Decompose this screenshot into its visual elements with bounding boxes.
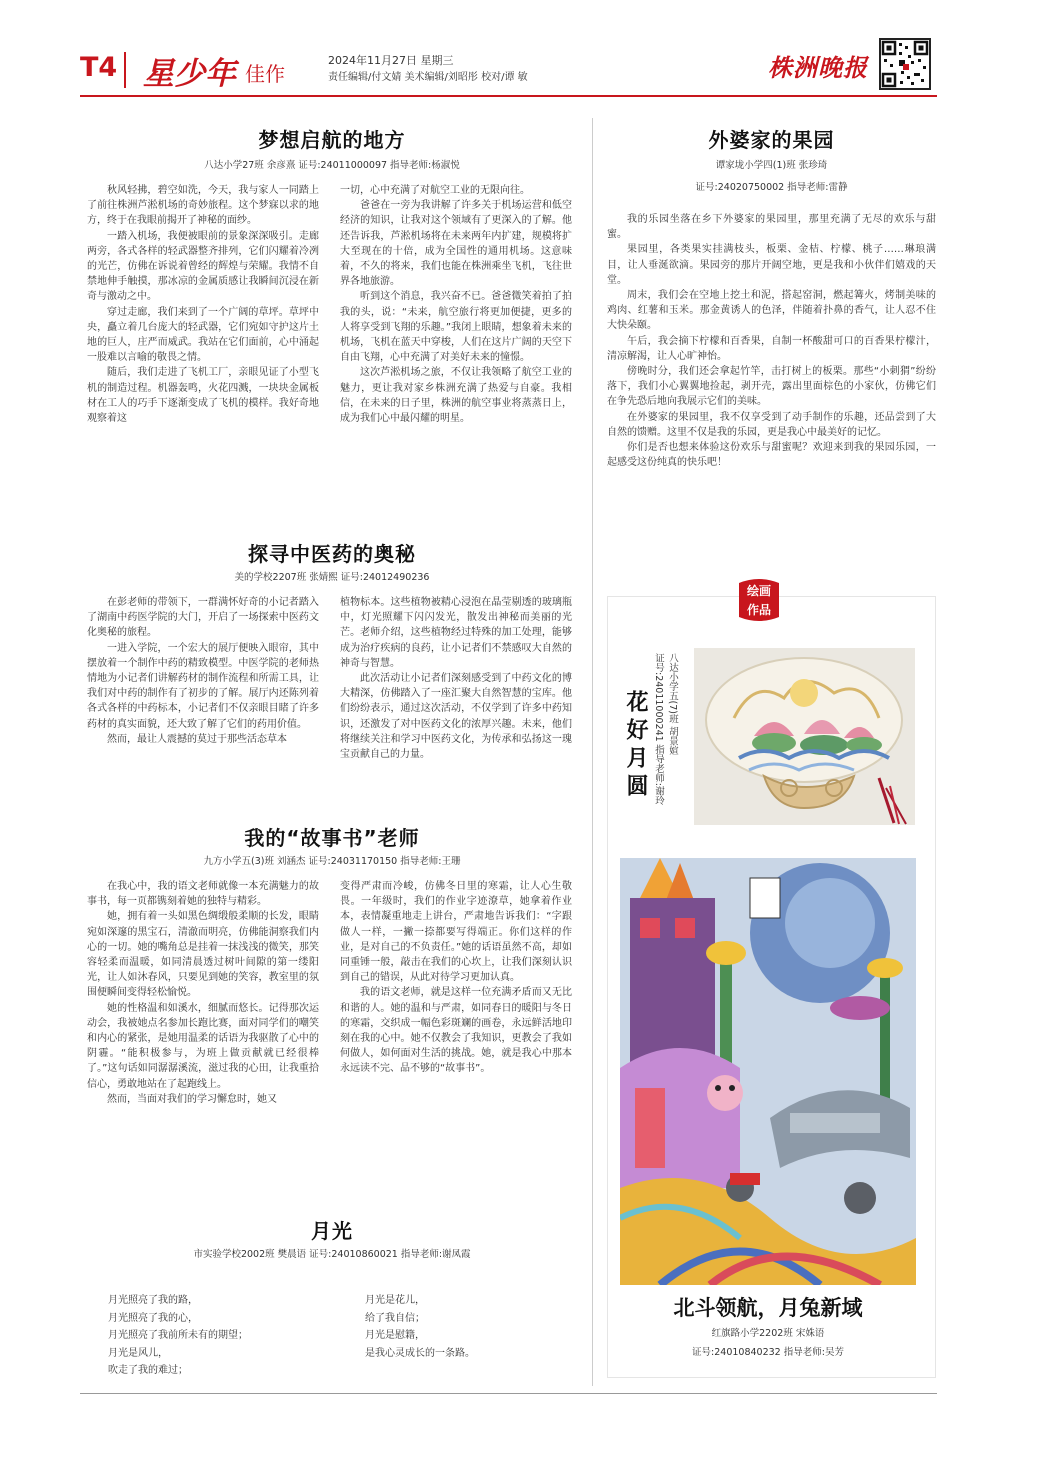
article-title-dream: 梦想启航的地方 [258, 128, 406, 152]
badge-bottom-text: 作品 [746, 603, 771, 617]
paragraph: 听到这个消息，我兴奋不已。爸爸微笑着拍了拍我的头，说：“未来，航空旅行将更加便捷，更多的人将享受到飞翔的乐趣。”我闭上眼睛，想象着未来的机场，飞机在蓝天中穿梭，人们在这片广阔的天空下自由飞翔，心中充满了对美好未来的憧憬。 [340, 291, 572, 364]
article-byline-orchard: 谭家垅小学四(1)班 张珍琦 [715, 160, 828, 171]
column-divider [592, 118, 593, 1386]
qr-code-icon [879, 38, 931, 90]
column-subtitle: 佳作 [245, 62, 285, 86]
paragraph: 秋风轻拂，碧空如洗，今天，我与家人一同踏上了前往株洲芦淞机场的奇妙旅程。这个梦寐以求的地方，终于在我眼前揭开了神秘的面纱。 [87, 185, 319, 227]
artwork-title-beidou: 北斗领航，月兔新域 [673, 1296, 863, 1320]
artwork-credit-flower-moon [651, 653, 679, 823]
article-title-moonlight: 月光 [311, 1219, 353, 1243]
article-title-teacher: 我的“故事书”老师 [244, 826, 420, 850]
article-body-teacher-col2 [340, 879, 572, 1077]
newspaper-logo: 株洲晚报 [768, 53, 868, 82]
article-body-orchard [607, 212, 936, 470]
paragraph: 然而，最让人震撼的莫过于那些活态草本 [107, 733, 287, 745]
paragraph: 随后，我们走进了飞机工厂，亲眼见证了小型飞机的制造过程。机器轰鸣，火花四溅，一块块金属板材在工人的巧手下逐渐变成了飞机的模样。我好奇地观察着这 [87, 367, 319, 425]
footer-rule [80, 1393, 937, 1394]
artwork-id: 证号:24011000241 指导老师:谢玲 [653, 653, 664, 805]
page-number: T4 [80, 52, 118, 83]
paragraph: 在我心中，我的语文老师就像一本充满魅力的故事书，每一页都镌刻着她的独特与精彩。 [87, 881, 319, 908]
poem-line: 给了我自信； [365, 1312, 425, 1324]
paragraph: 我的语文老师，就是这样一位充满矛盾而又无比和谐的人。她的温和与严肃，如同春日的暖阳与冬日的寒霜，交织成一幅色彩斑斓的画卷，永远鲜活地印刻在我的心中。她不仅教会了我知识，更教会了我如何做人，如何面对生活的挑战。她，就是我心中那本永远读不完、品不够的“故事书”。 [340, 987, 572, 1075]
poem-line: 月光照亮了我的心， [108, 1312, 198, 1324]
paragraph: 这次芦淞机场之旅，不仅让我领略了航空工业的魅力，更让我对家乡株洲充满了热爱与自豪。我相信，在未来的日子里，株洲的航空事业将蒸蒸日上，成为我们心中最闪耀的明星。 [340, 367, 572, 425]
paragraph: 傍晚时分，我们还会拿起竹竿，击打树上的板栗。那些“小刺猬”纷纷落下，我们小心翼翼地捡起，剥开壳，露出里面棕色的小家伙，仿佛它们在争先恐后地向我展示它们的美味。 [607, 366, 936, 408]
paragraph: 她，拥有着一头如黑色绸缎般柔顺的长发，眼睛宛如深邃的黑宝石，清澈而明亮，仿佛能洞察我们内心的一切。她的嘴角总是挂着一抹浅浅的微笑，那笑容轻柔而温暖，如同清晨透过树叶间隙的第一缕阳光，让人如沐春风，只要见到她的笑容，教室里的氛围便瞬间变得轻松愉悦。 [87, 911, 319, 999]
poem-col2 [365, 1292, 565, 1362]
article-byline-moonlight: 市实验学校2002班 樊晨语 证号:24010860021 指导老师:谢凤霞 [193, 1249, 471, 1260]
editors-credit: 责任编辑/付文婧 美术编辑/刘昭彤 校对/谭 敏 [328, 72, 528, 83]
article-title-tcm: 探寻中医药的奥秘 [248, 542, 416, 566]
artwork-beidou-drawing [620, 858, 916, 1285]
article-byline-dream: 八达小学27班 余彦熹 证号:24011000097 指导老师:杨淑悦 [204, 160, 460, 171]
paragraph: 植物标本。这些植物被精心浸泡在晶莹剔透的玻璃瓶中，灯光照耀下闪闪发光，散发出神秘而美丽的光芒。老师介绍，这些植物经过特殊的加工处理，能够成为治疗疾病的良药，让小记者们不禁感叹大自然的神奇与智慧。 [340, 597, 572, 669]
art-badge [735, 577, 783, 623]
article-body-tcm-col2 [340, 595, 572, 762]
artwork-fan-photo [694, 648, 915, 825]
paragraph: 在彭老师的带领下，一群满怀好奇的小记者踏入了湖南中药医学院的大门，开启了一场探索中医药文化奥秘的旅程。 [87, 597, 319, 639]
issue-date: 2024年11月27日 星期三 [328, 54, 454, 67]
header-divider [124, 52, 126, 88]
paragraph: 一进入学院，一个宏大的展厅便映入眼帘，其中摆放着一个制作中药的精致模型。中医学院的老师热情地为小记者们讲解药材的制作流程和所需工具，让我们对中药的制作有了初步的了解。展厅内还陈列着各式各样的中药标本，小记者们不仅亲眼目睹了许多药材的真实面貌，还大致了解了它们的药用价值。 [87, 642, 319, 730]
paragraph: 我的乐园坐落在乡下外婆家的果园里，那里充满了无尽的欢乐与甜蜜。 [607, 214, 936, 241]
poem-line: 月光照亮了我前所未有的期望； [108, 1330, 248, 1341]
paragraph: 果园里，各类果实挂满枝头，板栗、金桔、柠檬、桃子……琳琅满目，让人垂涎欲滴。果园旁的那片开阔空地，更是我和小伙伴们嬉戏的天堂。 [607, 244, 936, 286]
header-rule [80, 95, 937, 97]
paragraph: 爸爸在一旁为我讲解了许多关于机场运营和低空经济的知识，让我对这个领域有了更深入的了解。他还告诉我，芦淞机场将在未来两年内扩建，规模将扩大至现在的十倍，成为全国性的通用机场。这意味着，不久的将来，我们也能在株洲乘坐飞机，飞往世界各地旅游。 [340, 200, 572, 288]
paragraph: 一踏入机场，我便被眼前的景象深深吸引。走廊两旁，各式各样的轻武器整齐排列，它们闪耀着冷冽的光芒，仿佛在诉说着曾经的辉煌与荣耀。我情不自禁地伸手触摸，那冰凉的金属质感让我瞬间沉浸在新奇与激动之中。 [87, 230, 319, 303]
paragraph: 她的性格温和如溪水，细腻而悠长。记得那次运动会，我被她点名参加长跑比赛，面对同学们的嘲笑和内心的紧张，是她用温柔的话语为我驱散了心中的阴霾。“能积极参与，为班上做贡献就已经很棒了。”这句话如同潺潺溪流，滋过我的心田，让我重拾信心，勇敢地站在了起跑线上。 [87, 1002, 319, 1090]
poem-line: 月光是花儿， [365, 1295, 425, 1306]
article-body-dream-col1 [87, 183, 319, 426]
paragraph: 然而，当面对我们的学习懈怠时，她又 [107, 1093, 277, 1105]
artwork-id-beidou: 证号:24010840232 指导老师:吴芳 [692, 1347, 844, 1358]
paragraph: 你们是否也想来体验这份欢乐与甜蜜呢？欢迎来到我的果园乐园，一起感受这份纯真的快乐吧！ [607, 442, 936, 469]
article-body-dream-col2 [340, 183, 572, 426]
article-body-teacher-col1 [87, 879, 319, 1107]
paragraph: 午后，我会摘下柠檬和百香果，自制一杯酸甜可口的百香果柠檬汁，清凉解渴，让人心旷神怡。 [607, 335, 936, 362]
article-body-tcm-col1 [87, 595, 319, 747]
paragraph: 周末，我们会在空地上挖土和泥，搭起窑洞，燃起篝火，烤制美味的鸡肉、红薯和玉米。那金黄诱人的色泽，伴随着扑鼻的香气，让人忍不住大快朵颐。 [607, 290, 936, 332]
article-id-orchard: 证号:24020750002 指导老师:雷静 [695, 182, 848, 193]
paragraph: 穿过走廊，我们来到了一个广阔的草坪。草坪中央，矗立着几台庞大的轻武器，它们宛如守护这片土地的巨人，庄严而威武。我站在它们面前，心中涌起一股难以言喻的敬畏之情。 [87, 306, 319, 364]
artwork-author-beidou: 红旗路小学2202班 宋姝语 [711, 1328, 825, 1339]
poem-col1 [108, 1292, 338, 1380]
paragraph: 一切，心中充满了对航空工业的无限向往。 [340, 185, 530, 196]
poem-line: 月光是风儿， [108, 1347, 168, 1359]
column-name: 星少年 [143, 56, 236, 92]
poem-line: 月光是慰籍， [365, 1330, 425, 1341]
poem-line: 月光照亮了我的路， [108, 1295, 198, 1306]
poem-line: 是我心灵成长的一条路。 [365, 1347, 475, 1359]
article-byline-teacher: 九方小学五(3)班 刘涵杰 证号:24031170150 指导老师:王珊 [203, 856, 461, 867]
paragraph: 变得严肃而冷峻，仿佛冬日里的寒霜，让人心生敬畏。一年级时，我们的作业字迹潦草，她拿着作业本，表情凝重地走上讲台，严肃地告诉我们：“字跟做人一样，一撇一捺都要写得端正。你们这样的作业，是对自己的不负责任。”她的话语虽然不高，却如同重锤一般，敲击在我们的心坎上，让我们深刻认识到自己的错误，从此对待学习更加认真。 [340, 881, 572, 984]
article-title-orchard: 外婆家的果园 [708, 128, 835, 152]
artwork-author: 八达小学五(7)班 胡景媗 [667, 653, 678, 755]
paragraph: 此次活动让小记者们深刻感受到了中药文化的博大精深，仿佛踏入了一座汇聚大自然智慧的宝库。他们纷纷表示，通过这次活动，不仅学到了许多中药知识，还激发了对中医药文化的浓厚兴趣。未来，他们将继续关注和学习中医药文化，为传承和弘扬这一瑰宝贡献自己的力量。 [340, 673, 572, 761]
poem-line: 吹走了我的难过； [108, 1365, 188, 1376]
paragraph: 在外婆家的果园里，我不仅享受到了动手制作的乐趣，还品尝到了大自然的馈赠。这里不仅是我的乐园，更是我心中最美好的记忆。 [607, 411, 936, 438]
article-byline-tcm: 美的学校2207班 张婧熙 证号:24012490236 [234, 572, 430, 583]
badge-top-text: 绘画 [746, 584, 771, 598]
artwork-title-flower-moon: 花好月圆 [623, 690, 648, 802]
